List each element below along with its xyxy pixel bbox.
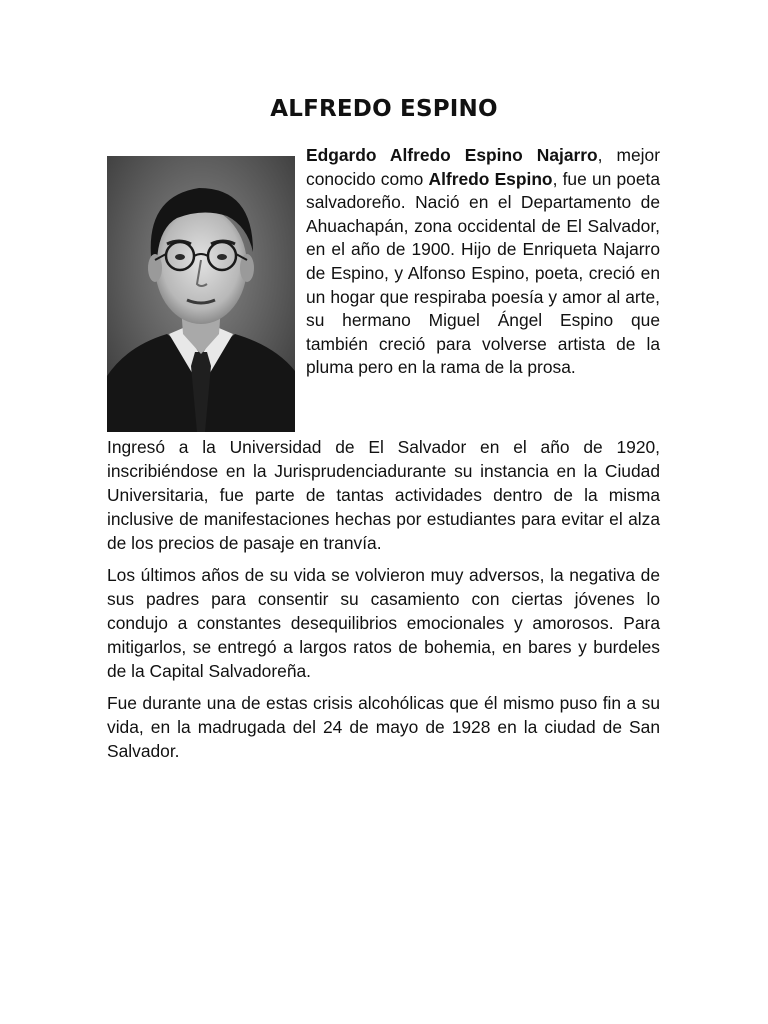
paragraph-death: Fue durante una de estas crisis alcohólicas que él mismo puso fin a su vida, en la madrugada del 24 de mayo de 1928 en la ciudad de San Salvador. — [107, 693, 660, 761]
paragraph-last-years: Los últimos años de su vida se volvieron muy adversos, la negativa de sus padres para consentir su casamiento con ciertas jóvenes lo condujo a constantes desequilibrios emocionales y amorosos. Para mitigarlos, se entregó a largos ratos de bohemia, en bares y burdeles de la Capital Salvadoreña. — [107, 565, 660, 681]
portrait-photo — [107, 156, 295, 432]
full-name: Edgardo Alfredo Espino Najarro — [306, 145, 598, 165]
body-text — [107, 435, 660, 771]
page-title: ALFREDO ESPINO — [270, 96, 498, 122]
portrait-photo-icon — [107, 156, 295, 432]
known-as-name: Alfredo Espino — [428, 168, 553, 189]
paragraph-university: Ingresó a la Universidad de El Salvador en el año de 1920, inscribiéndose en la Jurisprudenciadurante su instancia en la Ciudad Universitaria, fue parte de tantas actividades dentro de la misma inclusive de manifestaciones hechas por estudiantes para evitar el alza de los precios de pasaje en tranvía. — [107, 437, 660, 553]
intro-text-b: , fue un poeta salvadoreño. Nació en el Departamento de Ahuachapán, zona occidental de El Salvador, en el año de 1900. Hijo de Enriqueta Najarro de Espino, y Alfonso Espino, poeta, creció en un hogar que respiraba poesía y amor al arte, su hermano Miguel Ángel Espino que también creció para volverse artista de la pluma pero en la rama de la prosa. — [306, 168, 660, 378]
intro-text-a: , mejor conocido como — [306, 145, 660, 189]
intro-paragraph — [306, 144, 660, 380]
